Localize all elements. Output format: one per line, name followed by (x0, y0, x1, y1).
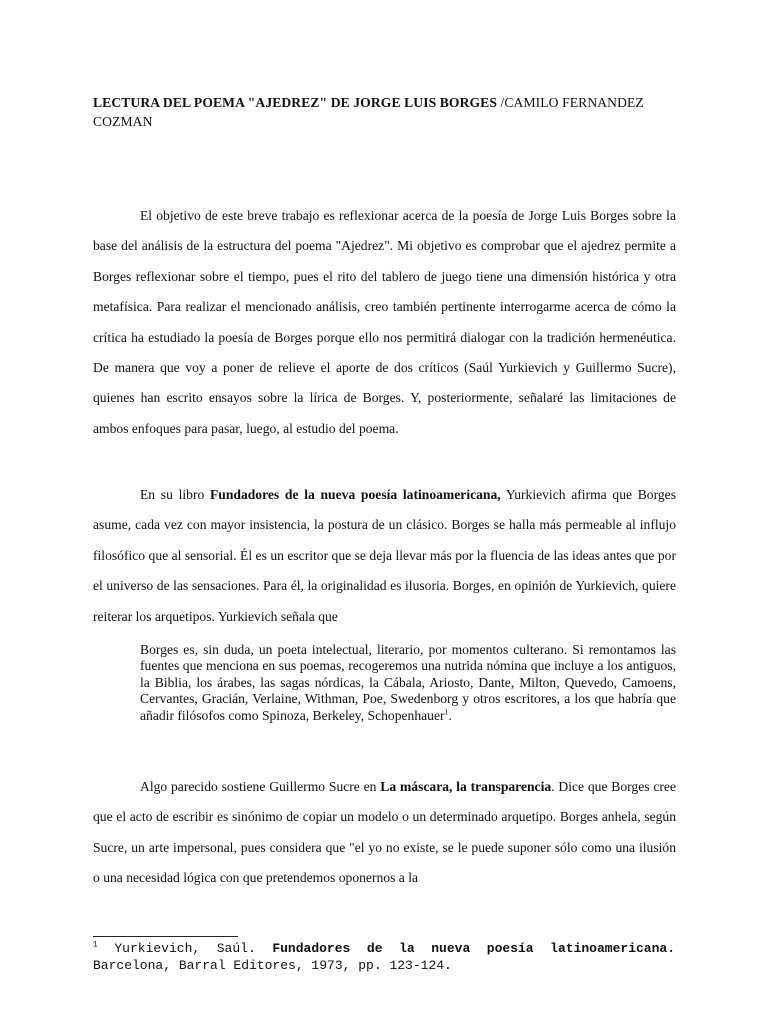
book-title-fundadores: Fundadores de la nueva poesía latinoamericana, (209, 487, 501, 502)
paragraph-sucre-after: . Dice que Borges cree que el acto de escribir es sinónimo de copiar un modelo o un determinado arquetipo. Borges anhela, según Sucre, un arte impersonal, pues considera que "el yo no existe, se le puede suponer sólo como una ilusión o una necesidad lógica con que pretendemos oponernos a la (93, 779, 676, 886)
block-quote (140, 642, 676, 724)
block-quote-text: Borges es, sin duda, un poeta intelectual, literario, por momentos culterano. Si remontamos las fuentes que menciona en sus poemas, recogeremos una nutrida nómina que incluye a los antiguos, la Biblia, los árabes, las sagas nórdicas, la Cábala, Ariosto, Dante, Milton, Quevedo, Camoens, Cervantes, Gracián, Verlaine, Withman, Poe, Swedenborg y otros escritores, a los que habría que añadir filósofos como Spinoza, Berkeley, Schopenhauer (140, 642, 676, 723)
paragraph-yurkievich-text (93, 480, 676, 632)
title-main: LECTURA DEL POEMA "AJEDREZ" DE JORGE LUIS BORGES (93, 95, 497, 110)
paragraph-sucre-text (93, 772, 676, 894)
document-title (93, 93, 693, 131)
block-quote-end: . (448, 707, 452, 723)
paragraph-yurkievich-before: En su libro (140, 487, 210, 502)
title-author: /CAMILO FERNANDEZ COZMAN (93, 95, 644, 129)
footnote-author: Yurkievich, Saúl. (97, 941, 273, 956)
paragraph-yurkievich (93, 480, 676, 632)
footnote-number: 1 (93, 940, 98, 950)
footnote-reference[interactable]: 1 (444, 707, 449, 717)
paragraph-sucre-before: Algo parecido sostiene Guillermo Sucre en (140, 779, 381, 794)
paragraph-sucre (93, 772, 676, 894)
paragraph-intro (93, 201, 676, 444)
footnote-book: Fundadores de la nueva poesía latinoamericana. (272, 941, 675, 956)
paragraph-intro-text: El objetivo de este breve trabajo es reflexionar acerca de la poesía de Jorge Luis Borges sobre la base del análisis de la estructura del poema "Ajedrez". Mi objetivo es comprobar que el ajedrez permite a Borges reflexionar sobre el tiempo, pues el rito del tablero de juego tiene una dimensión histórica y otra metafísica. Para realizar el mencionado análisis, creo también pertinente interrogarme acerca de cómo la crítica ha estudiado la poesía de Borges porque ello nos permitirá dialogar con la tradición hermenéutica. De manera que voy a poner de relieve el aporte de dos críticos (Saúl Yurkievich y Guillermo Sucre), quienes han escrito ensayos sobre la lírica de Borges. Y, posteriormente, señalaré las limitaciones de ambos enfoques para pasar, luego, al estudio del poema. (93, 208, 676, 436)
footnote-publication: Barcelona, Barral Editores, 1973, pp. 123-124. (93, 958, 452, 973)
footnote-separator (93, 936, 238, 937)
footnote (93, 940, 675, 974)
book-title-mascara: La máscara, la transparencia (380, 779, 552, 794)
paragraph-yurkievich-after: Yurkievich afirma que Borges asume, cada vez con mayor insistencia, la postura de un clásico. Borges se halla más permeable al influjo filosófico que al sensorial. Él es un escritor que se deja llevar más por la fluencia de las ideas antes que por el universo de las sensaciones. Para él, la originalidad es ilusoria. Borges, en opinión de Yurkievich, quiere reiterar los arquetipos. Yurkievich señala que (93, 487, 676, 624)
